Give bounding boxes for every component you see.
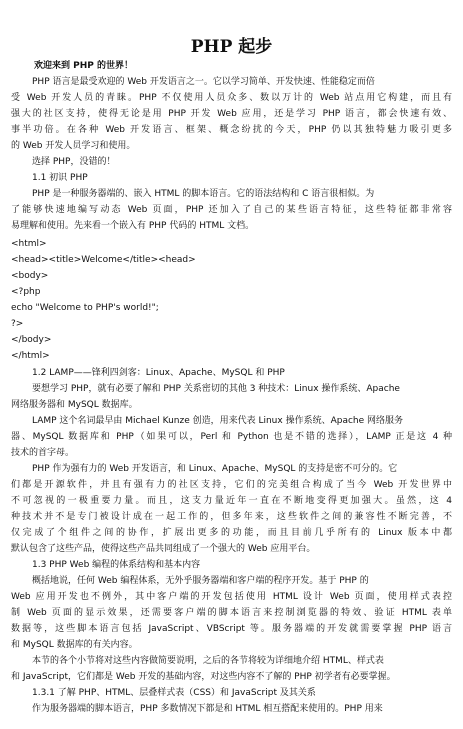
text-line: PHP 作为强有力的 Web 开发语言，和 Linux、Apache、MySQL 的支持是密不可分的。它 [32,464,398,474]
text-line: 和 JavaScript，它们都是 Web 开发的基础内容，对这些内容不了解的 PHP 初学者有必要掌握。 [11,672,396,682]
text-line: 技术的首字母。 [11,448,75,458]
code-line: echo "Welcome to PHP's world!"; [11,303,159,313]
text-line: PHP 是一种服务器端的、嵌入 HTML 的脚本语言。它的语法结构和 C 语言很相似。为 [32,189,375,199]
text-line: 器、MySQL 数据库和 PHP（如果可以，Perl 和 Python 也是不错的选择），LAMP 正是这 4 种 [11,432,452,442]
text-line: 和 MySQL 数据库的有关内容。 [11,640,138,650]
text-line: 们都是开源软件，并且有强有力的社区支持，它们的完美组合构成了当今 Web 开发世界中 [11,480,452,490]
code-line: </body> [11,335,52,345]
text-line: 受 Web 开发人员的青睐。PHP 不仅使用人员众多、数以万计的 Web 站点用它构建，而且有 [11,93,452,103]
text-line: 制 Web 页面的显示效果，还需要客户端的脚本语言来控制浏览器的特效、验证 HTML 表单 [11,608,452,618]
code-line: </html> [11,351,50,361]
text-line: 强大的社区支持，使得无论是用 PHP 开发 Web 应用，还是学习 PHP 语言，都会快速有效、 [11,109,452,119]
text-line: 作为服务器端的脚本语言，PHP 多数情况下都是和 HTML 相互搭配来使用的。PHP 用来 [32,704,383,714]
code-line: <head><title>Welcome</title><head> [11,255,196,265]
text-line: 的 Web 开发人员学习和使用。 [11,141,136,151]
text-line: LAMP 这个名词最早由 Michael Kunze 创造，用来代表 Linux 操作系统、Apache 网络服务 [32,416,404,426]
text-line: 本节的各个小节将对这些内容做简要说明，之后的各节将较为详细地介绍 HTML、样式表 [32,656,384,666]
section-heading: 1.3 PHP Web 编程的体系结构和基本内容 [32,560,201,570]
text-line: 种技术并不是专门被设计成在一起工作的，但多年来，这些软件之间的兼容性不断完善，不 [11,512,452,522]
text-line: 默认包含了这些产品，使得这些产品共同组成了一个强大的 Web 应用平台。 [11,544,316,554]
code-line: <?php [11,287,41,297]
text-line: 仅完成了个组件之间的协作，扩展出更多的功能，而且目前几乎所有的 Linux 版本中都 [11,528,452,538]
code-line: ?> [11,319,24,329]
section-heading: 1.1 初识 PHP [32,173,88,183]
text-line: 选择 PHP，没错的！ [32,157,116,167]
text-line: Web 应用开发也不例外，其中客户端的开发包括使用 HTML 设计 Web 页面，使用样式表控 [11,592,452,602]
text-line: 事半功倍。在各种 Web 开发语言、框架、概念纷扰的今天，PHP 仍以其独特魅力吸引更多 [11,125,452,135]
text-line: 易理解和使用。先来看一个嵌入有 PHP 代码的 HTML 文档。 [11,221,255,231]
text-line: PHP 语言是最受欢迎的 Web 开发语言之一。它以学习简单、开发快速、性能稳定而倍 [32,77,375,87]
text-line: 网络服务器和 MySQL 数据库。 [11,400,138,410]
text-line: 不可忽视的一极重要力量。而且，这支力量近年一直在不断地变得更加强大。虽然，这 4 [11,496,452,506]
section-heading: 1.3.1 了解 PHP、HTML、层叠样式表（CSS）和 JavaScript 及其关系 [32,688,316,698]
code-line: <html> [11,239,47,249]
code-line: <body> [11,271,49,281]
text-line: 概括地说，任何 Web 编程体系，无外乎服务器端和客户端的程序开发。基于 PHP 的 [32,576,369,586]
section-heading: 1.2 LAMP——锋利四剑客：Linux、Apache、MySQL 和 PHP [32,368,285,378]
welcome-heading: 欢迎来到 PHP 的世界！ [34,61,133,71]
text-line: 了能够快速地编写动态 Web 页面，PHP 还加入了自己的某些语言特征，这些特征都非常容 [11,205,452,215]
page-title: PHP 起步 [190,37,273,57]
text-line: 数据等，这些脚本语言包括 JavaScript、VBScript 等。服务器端的开发就需要掌握 PHP 语言 [11,624,452,634]
text-line: 要想学习 PHP，就有必要了解和 PHP 关系密切的其他 3 种技术：Linux 操作系统、Apache [32,384,400,394]
